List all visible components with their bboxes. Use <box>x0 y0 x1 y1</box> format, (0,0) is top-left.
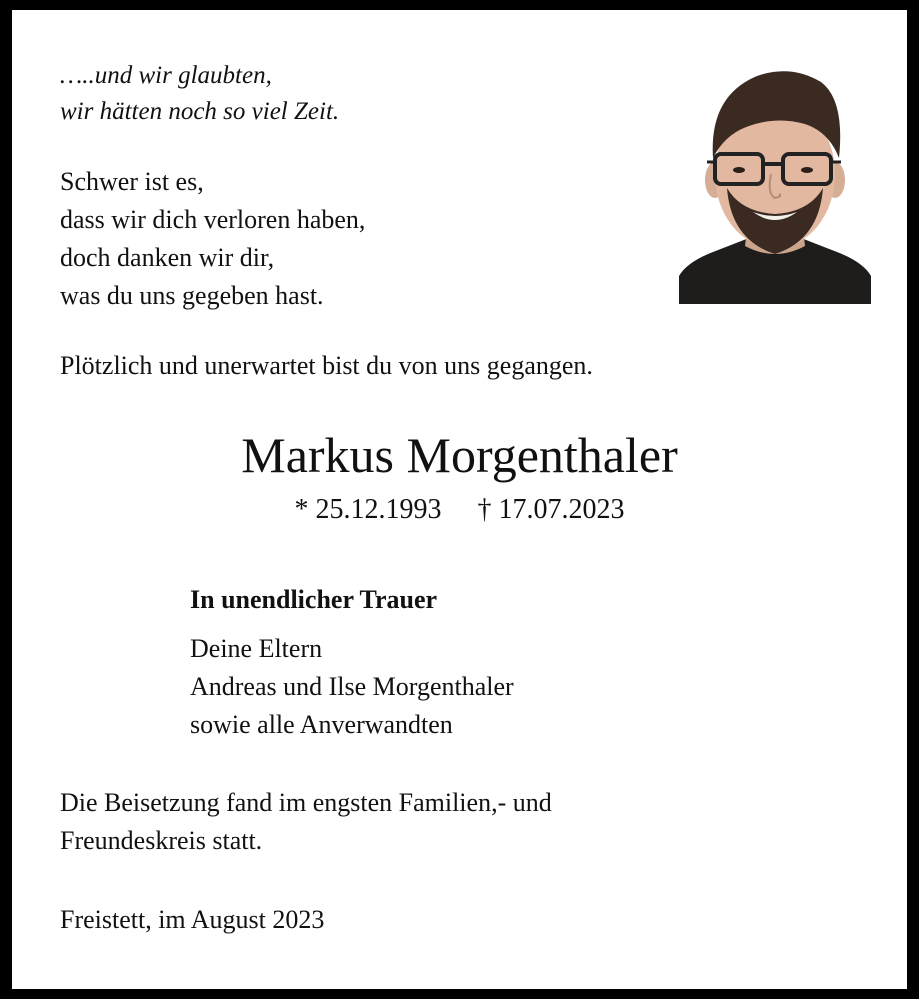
deceased-name: Markus Morgenthaler <box>241 427 678 483</box>
italic-quote-line-1: …..und wir glaubten, <box>60 62 272 89</box>
burial-notice <box>60 784 552 860</box>
burial-line-2: Freundeskreis statt. <box>60 826 263 855</box>
italic-quote-line-2: wir hätten noch so viel Zeit. <box>60 98 340 125</box>
portrait-photo <box>679 62 871 304</box>
mourners-list <box>190 630 514 744</box>
mourning-heading: In unendlicher Trauer <box>190 585 438 614</box>
poem-line-2: dass wir dich verloren haben, <box>60 205 366 234</box>
life-dates <box>0 491 919 529</box>
mourners-line-2: Andreas und Ilse Morgenthaler <box>190 672 514 701</box>
mourners-line-1: Deine Eltern <box>190 634 323 663</box>
poem <box>60 163 365 315</box>
poem-line-3: doch danken wir dir, <box>60 243 275 272</box>
italic-quote <box>60 58 339 130</box>
place-and-date: Freistett, im August 2023 <box>60 905 325 934</box>
burial-line-1: Die Beisetzung fand im engsten Familien,- und <box>60 788 552 817</box>
poem-line-4: was du uns gegeben hast. <box>60 281 324 310</box>
mourners-line-3: sowie alle Anverwandten <box>190 710 453 739</box>
birth-date: * 25.12.1993 <box>294 494 442 525</box>
sudden-passing-text: Plötzlich und unerwartet bist du von uns gegangen. <box>60 351 593 380</box>
poem-line-1: Schwer ist es, <box>60 167 204 196</box>
death-date: † 17.07.2023 <box>477 494 625 525</box>
